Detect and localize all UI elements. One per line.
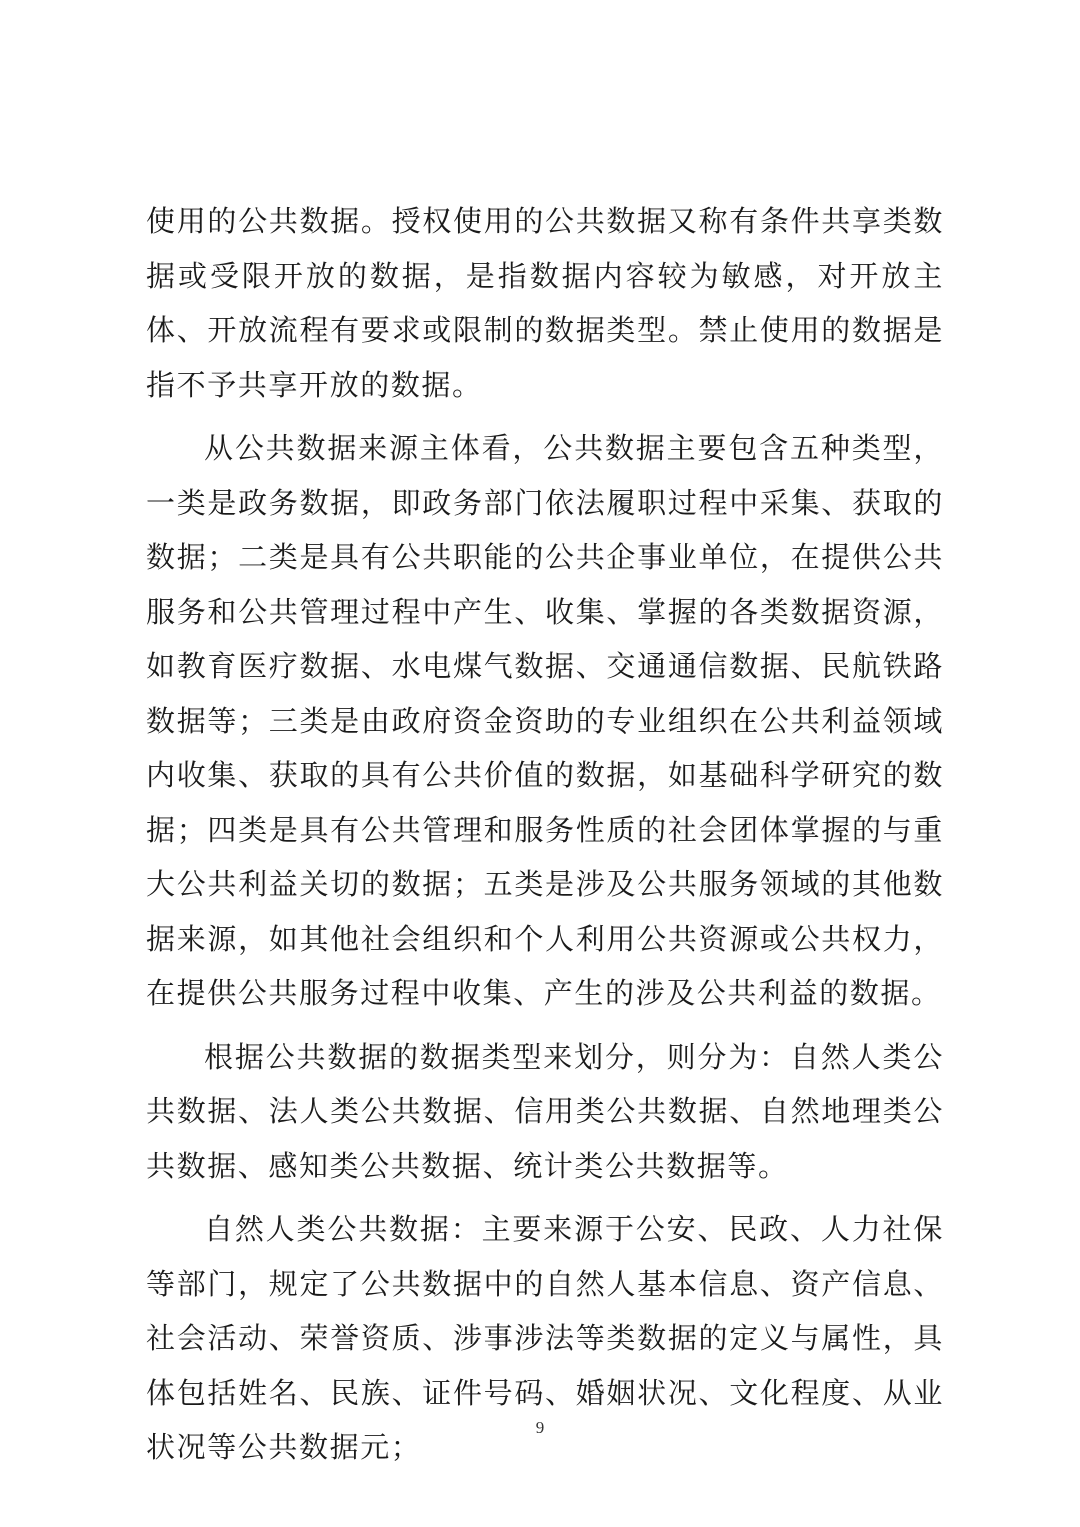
paragraph-4: 自然人类公共数据：主要来源于公安、民政、人力社保等部门，规定了公共数据中的自然人基本信息、资产信息、社会活动、荣誉资质、涉事涉法等类数据的定义与属性，具体包括姓名、民族、证件号码、婚姻状况、文化程度、从业状况等公共数据元； <box>146 1212 944 1464</box>
paragraph-1: 使用的公共数据。授权使用的公共数据又称有条件共享类数据或受限开放的数据，是指数据内容较为敏感，对开放主体、开放流程有要求或限制的数据类型。禁止使用的数据是指不予共享开放的数据。 <box>146 204 944 402</box>
paragraph-3: 根据公共数据的数据类型来划分，则分为：自然人类公共数据、法人类公共数据、信用类公共数据、自然地理类公共数据、感知类公共数据、统计类公共数据等。 <box>146 1039 944 1183</box>
paragraph-2: 从公共数据来源主体看，公共数据主要包含五种类型，一类是政务数据，即政务部门依法履职过程中采集、获取的数据；二类是具有公共职能的公共企事业单位，在提供公共服务和公共管理过程中产生、收集、掌握的各类数据资源，如教育医疗数据、水电煤气数据、交通通信数据、民航铁路数据等；三类是由政府资金资助的专业组织在公共利益领域内收集、获取的具有公共价值的数据，如基础科学研究的数据；四类是具有公共管理和服务性质的社会团体掌握的与重大公共利益关切的数据；五类是涉及公共服务领域的其他数据来源，如其他社会组织和个人利用公共资源或公共权力，在提供公共服务过程中收集、产生的涉及公共利益的数据。 <box>146 431 944 1010</box>
document-body <box>146 194 944 1484</box>
page-number: 9 <box>535 1418 545 1437</box>
